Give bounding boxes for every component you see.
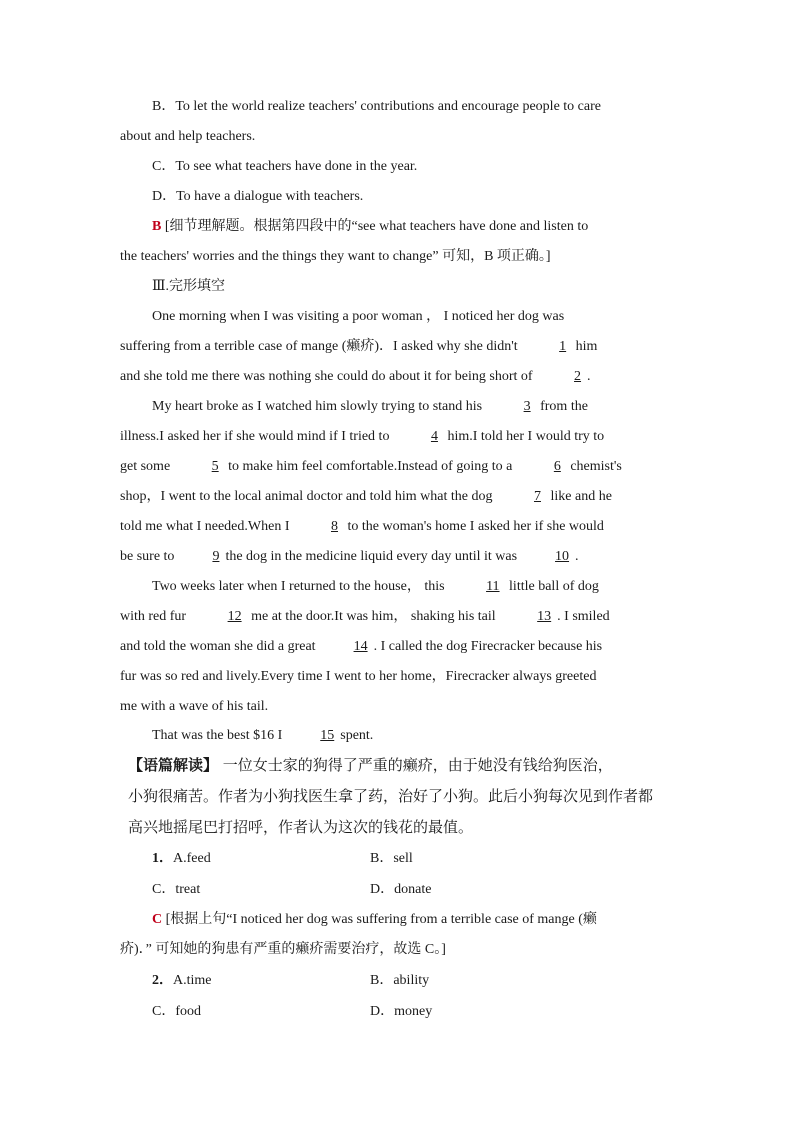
option-b-text: [120, 92, 674, 122]
passage-text: My heart broke as I watched him slowly trying to stand his: [152, 399, 486, 414]
question-2-option-d: D．money: [370, 1004, 433, 1019]
passage-paragraph-2: [120, 392, 674, 572]
passage-text: One morning when I was visiting a poor woman ， I noticed her dog was: [152, 309, 565, 324]
blank-5: 5: [211, 459, 219, 474]
blank-13: 13: [537, 609, 552, 624]
analysis-text: 高兴地摇尾巴打招呼，作者认为这次的钱花的最值。: [128, 818, 474, 836]
passage-text: me at the door.It was him， shaking his tail: [247, 609, 500, 624]
answer-letter: C: [152, 912, 163, 927]
answer-explanation-line2: the teachers' worries and the things they want to change” 可知，B 项正确。]: [120, 249, 551, 264]
blank-8: 8: [331, 519, 338, 534]
option-b-continuation: about and help teachers.: [120, 129, 256, 144]
question-2-option-c: C．food: [152, 1004, 201, 1019]
blank-2: 2: [574, 369, 582, 384]
passage-text: be sure to: [120, 549, 175, 564]
passage-text: to the woman's home I asked her if she would: [344, 519, 604, 534]
passage-text: chemist's: [566, 459, 622, 474]
question-number: 1．: [152, 851, 173, 866]
blank-4: 4: [430, 429, 438, 444]
passage-text: me with a wave of his tail.: [120, 699, 269, 714]
passage-paragraph-1: [120, 302, 674, 392]
blank-11: 11: [486, 579, 500, 594]
question-1-answer-line2: 疥)．” 可知她的狗患有严重的癞疥需要治疗，故选 C。]: [120, 942, 446, 957]
blank-15: 15: [320, 728, 335, 743]
passage-paragraph-3: [120, 572, 674, 722]
analysis-text: 一位女士家的狗得了严重的癞疥，由于她没有钱给狗医治，: [218, 756, 613, 774]
blank-9: 9: [212, 549, 220, 564]
question-2-option-a: [152, 965, 370, 996]
blank-1: 1: [559, 339, 567, 354]
analysis-text: 小狗很痛苦。作者为小狗找医生拿了药，治好了小狗。此后小狗每次见到作者都: [128, 787, 654, 805]
passage-text: like and he: [546, 489, 612, 504]
passage-text: get some: [120, 459, 174, 474]
passage-text: shop，I went to the local animal doctor and told him what the dog: [120, 489, 496, 504]
blank-14: 14: [353, 639, 368, 654]
option-c-text: C．To see what teachers have done in the year.: [152, 159, 418, 174]
question-number: 2．: [152, 973, 173, 988]
question-1-option-d: D．donate: [370, 882, 432, 897]
option-b-line1: B．To let the world realize teachers' contributions and encourage people to care: [152, 99, 601, 114]
passage-text: told me what I needed.When I: [120, 519, 293, 534]
passage-text: Two weeks later when I returned to the house， this: [152, 579, 449, 594]
question-2-row-1: [120, 965, 674, 996]
passage-text: suffering from a terrible case of mange (癞疥)．I asked why she didn't: [120, 339, 522, 354]
passage-text: spent.: [340, 728, 374, 743]
passage-text: . I smiled: [557, 609, 610, 624]
passage-text: fur was so red and lively.Every time I went to her home，Firecracker always greeted: [120, 669, 597, 684]
question-1-option-b: B．sell: [370, 851, 413, 866]
passage-text: him: [572, 339, 598, 354]
blank-3: 3: [523, 399, 531, 414]
blank-7: 7: [533, 489, 541, 504]
option-text: A.time: [173, 973, 212, 988]
passage-text: illness.I asked her if she would mind if I tried to: [120, 429, 393, 444]
question-2-row-2: [120, 996, 674, 1027]
blank-10: 10: [555, 549, 570, 564]
passage-text: the dog in the medicine liquid every day until it was: [225, 549, 518, 564]
passage-text: .: [587, 369, 591, 384]
option-d-text: D．To have a dialogue with teachers.: [152, 189, 364, 204]
answer-letter: B: [152, 219, 162, 234]
passage-text: and told the woman she did a great: [120, 639, 316, 654]
prev-answer: [120, 212, 674, 242]
passage-text: That was the best $16 I: [152, 728, 283, 743]
answer-explanation-line1: [根据上句“I noticed her dog was suffering from a terrible case of mange (癞: [162, 912, 597, 927]
question-1-row-1: [120, 843, 674, 874]
question-1-row-2: [120, 874, 674, 905]
passage-text: .: [575, 549, 579, 564]
question-2-option-b: B．ability: [370, 973, 430, 988]
question-1-option-c: C．treat: [152, 882, 201, 897]
passage-paragraph-4: [120, 722, 674, 750]
analysis-label: 【语篇解读】: [128, 756, 219, 774]
passage-text: and she told me there was nothing she could do about it for being short of: [120, 369, 537, 384]
page-content: [120, 92, 674, 1027]
passage-text: from the: [536, 399, 588, 414]
option-text: A.feed: [173, 851, 211, 866]
passage-text: . I called the dog Firecracker because his: [373, 639, 603, 654]
section-title: Ⅲ.完形填空: [152, 279, 226, 294]
blank-12: 12: [227, 609, 242, 624]
answer-explanation-line1: [细节理解题。根据第四段中的“see what teachers have done and listen to: [161, 219, 589, 234]
question-1-option-a: [152, 843, 370, 874]
passage-text: him.I told her I would try to: [443, 429, 605, 444]
passage-text: little ball of dog: [505, 579, 599, 594]
passage-analysis: [120, 750, 674, 843]
blank-6: 6: [553, 459, 561, 474]
question-1-answer: [120, 905, 674, 935]
passage-text: with red fur: [120, 609, 190, 624]
passage-text: to make him feel comfortable.Instead of going to a: [224, 459, 516, 474]
